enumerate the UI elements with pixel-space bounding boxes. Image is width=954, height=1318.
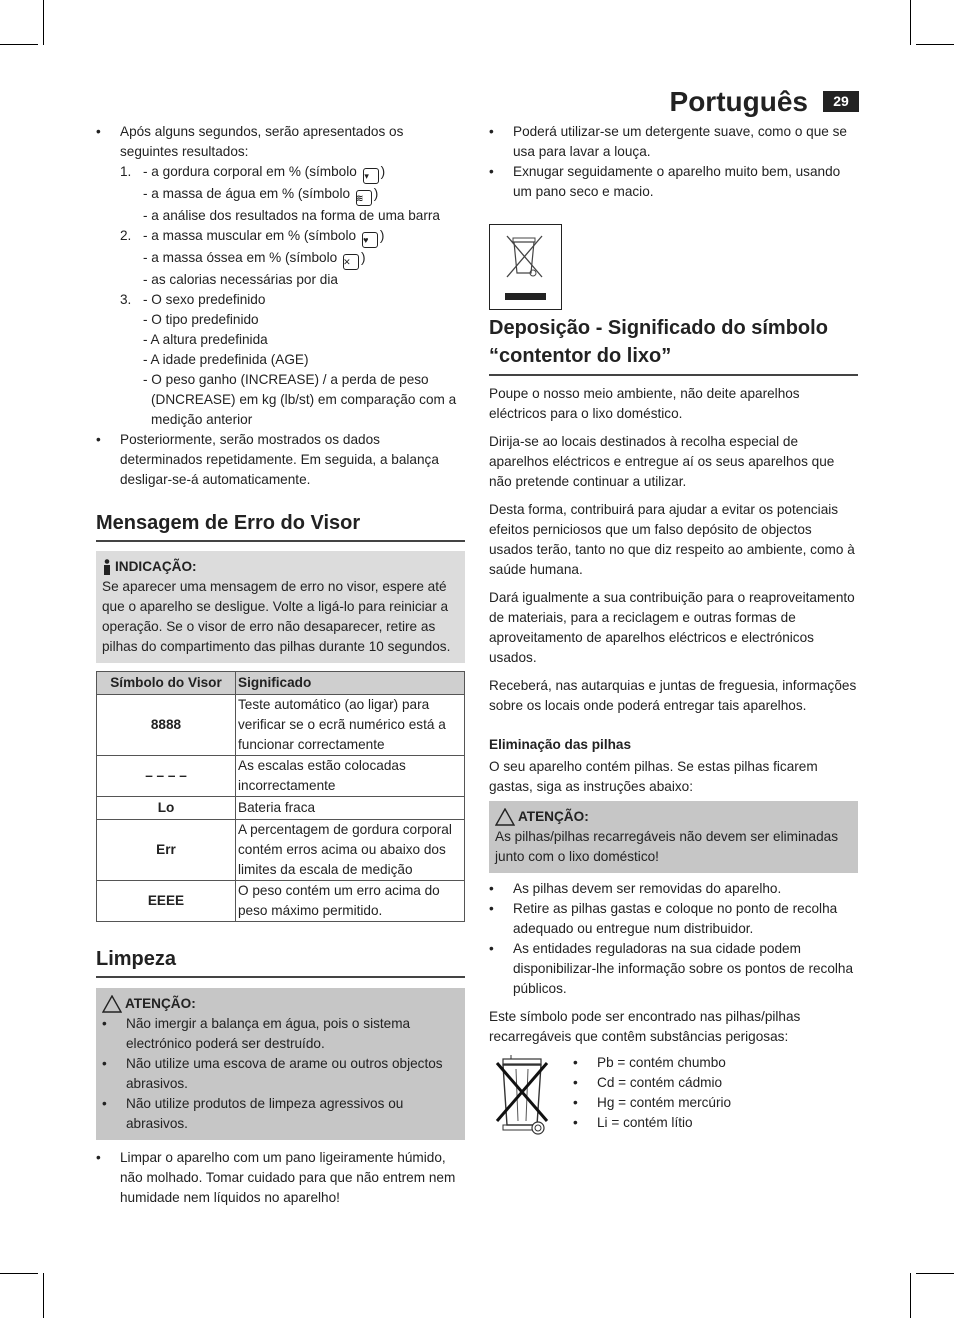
section-heading: Mensagem de Erro do Visor (96, 510, 465, 542)
result-line: - A altura predefinida (143, 332, 268, 347)
display-symbol: Err (97, 820, 236, 881)
page-number: 29 (823, 91, 859, 112)
symbol-meaning: As escalas estão colocadas incorrectamente (236, 756, 465, 797)
result-line: - a massa muscular em % (símbolo ♥ ) (143, 226, 465, 248)
info-icon (102, 559, 112, 575)
result-line: - a massa óssea em % (símbolo ✕ ) (143, 248, 465, 270)
paragraph: Dará igualmente a sua contribuição para o reaproveitamento de materiais, para a reciclagem e outras formas de aproveitamento de aparelhos eléctricos e electrónicos usados. (489, 590, 855, 665)
crossed-battery-bin-icon (491, 1055, 553, 1137)
item-number: 1. (120, 164, 132, 179)
section-heading: Limpeza (96, 946, 465, 978)
results-list (120, 162, 465, 430)
list-item: • As entidades reguladoras na sua cidade podem disponibilizar-lhe informação sobre os pontos de recolha públicos. (489, 939, 858, 999)
paragraph: Este símbolo pode ser encontrado nas pilhas/pilhas recarregáveis que contêm substâncias perigosas: (489, 1009, 801, 1044)
crop-mark (0, 1273, 38, 1274)
list-item (120, 290, 465, 430)
warning-triangle-icon (102, 995, 122, 1013)
display-symbol: Lo (97, 797, 236, 820)
list-item: • Poderá utilizar-se um detergente suave, como o que se usa para lavar a louça. (489, 122, 858, 162)
list-item: • Li = contém lítio (573, 1113, 853, 1133)
symbol-meaning: O peso contém um erro acima do peso máximo permitido. (236, 881, 465, 922)
display-symbol: 8888 (97, 695, 236, 756)
result-line: - a massa de água em % (símbolo ≋ ) (143, 184, 465, 206)
table-header-row (97, 672, 465, 695)
list-item: • Cd = contém cádmio (573, 1073, 853, 1093)
list-item (96, 122, 465, 430)
display-symbol: EEEE (97, 881, 236, 922)
list-item: • Hg = contém mercúrio (573, 1093, 853, 1113)
note-title: ATENÇÃO: (495, 807, 852, 827)
list-item: • Não imergir a balança em água, pois o sistema electrónico poderá ser destruído. (102, 1014, 459, 1054)
table-row (97, 797, 465, 820)
result-line: - a análise dos resultados na forma de uma barra (143, 208, 440, 223)
symbol-meaning: Bateria fraca (236, 797, 465, 820)
warning-note (489, 801, 858, 873)
crop-mark (916, 44, 954, 45)
paragraph: Dirija-se ao locais destinados à recolha especial de aparelhos eléctricos e entregue aí os seus aparelhos que não pretende continuar a utilizar. (489, 434, 835, 489)
note-title: ATENÇÃO: (102, 994, 459, 1014)
list-item (120, 162, 465, 226)
list-item: • Não utilize uma escova de arame ou outros objectos abrasivos. (102, 1054, 459, 1094)
column-header: Símbolo do Visor (97, 672, 236, 695)
crossed-bin-icon (490, 225, 561, 309)
note-title: INDICAÇÃO: (102, 557, 459, 577)
column-header: Significado (236, 672, 465, 695)
result-line: - O peso ganho (INCREASE) / a perda de peso (DNCREASE) em kg (lb/st) em comparação com a medição anterior (143, 372, 457, 427)
result-line: - as calorias necessárias por dia (143, 272, 338, 287)
list-item: • Exnugar seguidamente o aparelho muito bem, usando um pano seco e macio. (489, 162, 858, 202)
crop-mark (43, 0, 44, 45)
water-symbol-icon: ≋ (356, 190, 372, 206)
list-item: • As pilhas devem ser removidas do aparelho. (489, 879, 858, 899)
table-row (97, 756, 465, 797)
item-number: 2. (120, 228, 132, 243)
paragraph: O seu aparelho contém pilhas. Se estas pilhas ficarem gastas, siga as instruções abaixo: (489, 759, 818, 794)
result-line: - a gordura corporal em % (símbolo ▾ ) (143, 162, 465, 184)
paragraph: Poupe o nosso meio ambiente, não deite aparelhos eléctricos para o lixo doméstico. (489, 386, 800, 421)
list-item: • Não utilize produtos de limpeza agressivos ou abrasivos. (102, 1094, 459, 1134)
muscle-symbol-icon: ♥ (362, 232, 378, 248)
table-row (97, 695, 465, 756)
result-line: - O tipo predefinido (143, 312, 259, 327)
note-text: As pilhas/pilhas recarregáveis não devem ser eliminadas junto com o lixo doméstico! (495, 829, 839, 864)
crop-mark (910, 0, 911, 45)
page-language-title: Português (669, 86, 808, 117)
crop-mark (916, 1273, 954, 1274)
bone-symbol-icon: ✕ (343, 254, 359, 270)
note-text: Se aparecer uma mensagem de erro no visor, espere até que o aparelho se desligue. Volte a ligá-lo para reiniciar a operação. Se o visor de erro não desaparecer, retire as pilhas do compartimento das pilhas durante 10 segundos. (102, 579, 451, 654)
paragraph: Receberá, nas autarquias e juntas de freguesia, informações sobre os locais onde poderá entregar tais aparelhos. (489, 678, 857, 713)
crop-mark (0, 44, 38, 45)
left-column (96, 122, 465, 1208)
body-fat-symbol-icon: ▾ (363, 168, 379, 184)
section-heading: Deposição - Significado do símbolo “contentor do lixo” (489, 314, 858, 376)
crop-mark (43, 1273, 44, 1318)
list-item: • Pb = contém chumbo (573, 1053, 853, 1073)
list-item: • Limpar o aparelho com um pano ligeiramente húmido, não molhado. Tomar cuidado para que não entrem nem humidade nem líquidos no aparelho! (96, 1148, 465, 1208)
result-line: - O sexo predefinido (143, 292, 266, 307)
item-number: 3. (120, 292, 132, 307)
table-row (97, 820, 465, 881)
list-item: • Posteriormente, serão mostrados os dados determinados repetidamente. Em seguida, a balança desligar-se-á automaticamente. (96, 430, 465, 490)
warning-triangle-icon (495, 808, 515, 826)
info-note (96, 551, 465, 663)
subsection-heading: Eliminação das pilhas (489, 737, 632, 752)
paragraph: Desta forma, contribuirá para ajudar a evitar os potenciais efeitos perniciosos que um falso depósito de objectos usados terão, tanto no que diz respeito ao ambiente, como à saúde humana. (489, 502, 855, 577)
battery-symbol-block (489, 1053, 858, 1137)
right-column (489, 122, 858, 1137)
error-table (96, 671, 465, 922)
symbol-meaning: Teste automático (ao ligar) para verificar se o ecrã numérico está a funcionar correctamente (236, 695, 465, 756)
list-item (120, 226, 465, 290)
list-item: • Retire as pilhas gastas e coloque no ponto de recolha adequado ou entregue num distribuidor. (489, 899, 858, 939)
symbol-meaning: A percentagem de gordura corporal contém erros acima ou abaixo dos limites da escala de medição (236, 820, 465, 881)
table-row (97, 881, 465, 922)
weee-symbol-box (489, 224, 562, 310)
result-line: - A idade predefinida (AGE) (143, 352, 309, 367)
bullet-text: Após alguns segundos, serão apresentados os seguintes resultados: (120, 124, 404, 159)
warning-note (96, 988, 465, 1140)
display-symbol: – – – – (97, 756, 236, 797)
crop-mark (910, 1273, 911, 1318)
